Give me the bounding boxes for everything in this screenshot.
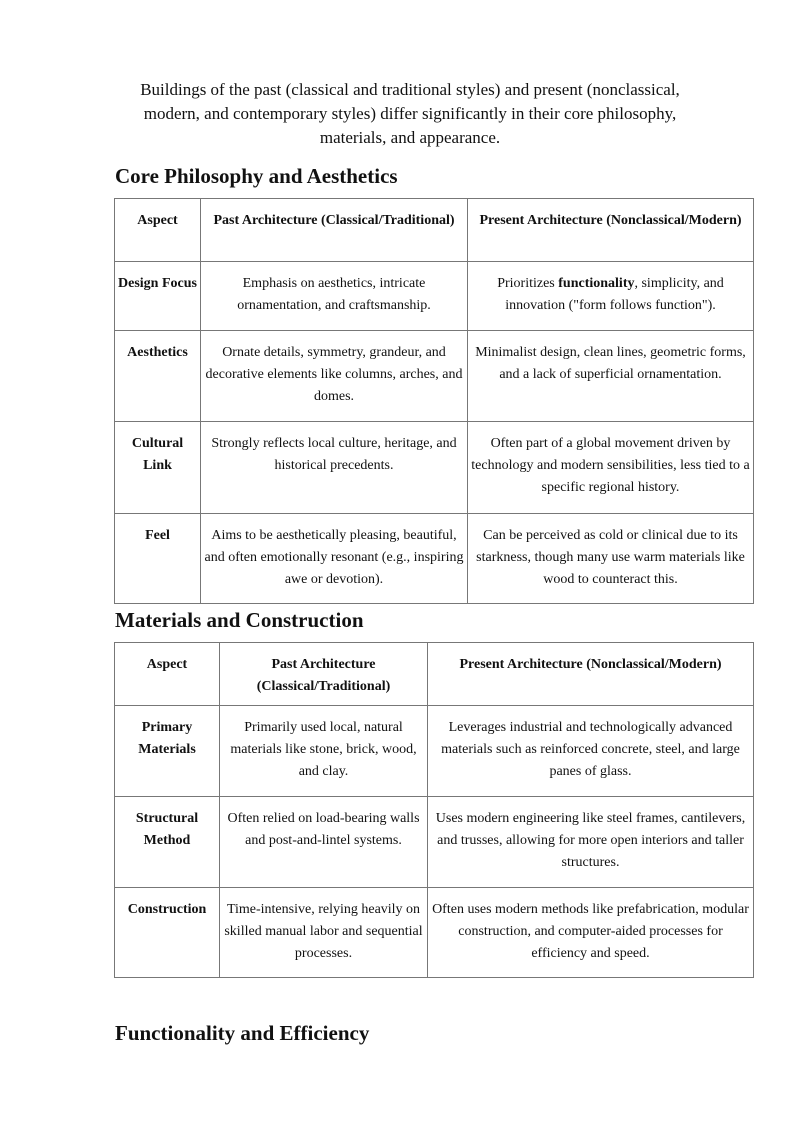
intro-paragraph: Buildings of the past (classical and traditional styles) and present (nonclassical, modern, and contemporary styles) differ significantly in their core philosophy, materials, and appearance. <box>140 80 680 147</box>
table-row <box>115 331 754 422</box>
row-past: Time-intensive, relying heavily on skilled manual labor and sequential processes. <box>220 888 428 978</box>
header-aspect: Aspect <box>115 643 220 706</box>
row-aspect: Primary Materials <box>115 706 220 797</box>
table-header-row <box>115 199 754 262</box>
row-present-text-end: , simplicity, and innovation ("form follows function"). <box>505 276 724 313</box>
row-present: Often uses modern methods like prefabrication, modular construction, and computer-aided processes for efficiency and speed. <box>428 888 754 978</box>
row-past: Ornate details, symmetry, grandeur, and decorative elements like columns, arches, and domes. <box>201 331 468 422</box>
section-heading-functionality: Functionality and Efficiency <box>115 1021 370 1045</box>
row-aspect: Construction <box>115 888 220 978</box>
header-past: Past Architecture (Classical/Traditional) <box>201 199 468 262</box>
table-row <box>115 262 754 331</box>
header-aspect: Aspect <box>115 199 201 262</box>
table-header-row <box>115 643 754 706</box>
row-aspect: Cultural Link <box>115 422 201 514</box>
row-present-emphasis: functionality <box>558 276 635 291</box>
row-aspect: Feel <box>115 514 201 604</box>
row-present <box>468 262 754 331</box>
core-philosophy-table <box>114 198 754 604</box>
section-heading-materials: Materials and Construction <box>115 608 364 632</box>
table-row <box>115 514 754 604</box>
table-row <box>115 797 754 888</box>
row-present: Can be perceived as cold or clinical due to its starkness, though many use warm materials like wood to counteract this. <box>468 514 754 604</box>
table-row <box>115 422 754 514</box>
materials-construction-table <box>114 642 754 978</box>
table-row <box>115 706 754 797</box>
row-past: Strongly reflects local culture, heritage, and historical precedents. <box>201 422 468 514</box>
row-past: Aims to be aesthetically pleasing, beautiful, and often emotionally resonant (e.g., inspiring awe or devotion). <box>201 514 468 604</box>
row-past: Often relied on load-bearing walls and post-and-lintel systems. <box>220 797 428 888</box>
row-present: Minimalist design, clean lines, geometric forms, and a lack of superficial ornamentation. <box>468 331 754 422</box>
header-past: Past Architecture (Classical/Traditional) <box>220 643 428 706</box>
table-row <box>115 888 754 978</box>
row-aspect: Design Focus <box>115 262 201 331</box>
row-present: Uses modern engineering like steel frames, cantilevers, and trusses, allowing for more open interiors and taller structures. <box>428 797 754 888</box>
row-past: Emphasis on aesthetics, intricate ornamentation, and craftsmanship. <box>201 262 468 331</box>
row-present: Leverages industrial and technologically advanced materials such as reinforced concrete, steel, and large panes of glass. <box>428 706 754 797</box>
row-past: Primarily used local, natural materials like stone, brick, wood, and clay. <box>220 706 428 797</box>
row-present-text-start: Prioritizes <box>497 276 559 291</box>
header-present: Present Architecture (Nonclassical/Modern) <box>468 199 754 262</box>
header-present: Present Architecture (Nonclassical/Modern) <box>428 643 754 706</box>
section-heading-core-philosophy: Core Philosophy and Aesthetics <box>115 164 398 188</box>
row-aspect: Structural Method <box>115 797 220 888</box>
row-present: Often part of a global movement driven by technology and modern sensibilities, less tied to a specific regional history. <box>468 422 754 514</box>
row-aspect: Aesthetics <box>115 331 201 422</box>
